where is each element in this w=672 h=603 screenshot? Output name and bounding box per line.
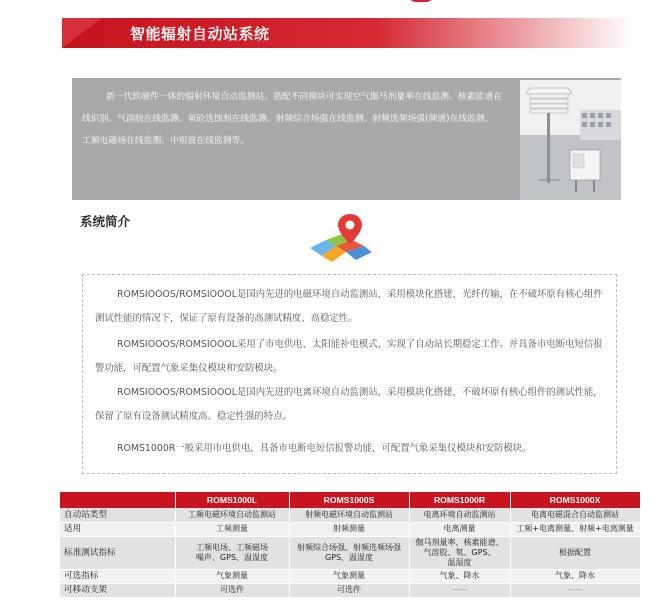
intro-panel (72, 78, 621, 200)
title-banner (62, 18, 634, 48)
table-cell: 根据配置 (510, 536, 640, 569)
overview-title: 系统简介 (80, 214, 131, 229)
table-row (60, 508, 640, 522)
overview-paragraph: ROMSIOOOS/ROMSIOOOL采用了市电供电、太阳能补电模式，实现了自动站长期稳定工作。并具备市电断电短信报警功能，可配置气象采集仪模块和安防模块。 (95, 339, 603, 374)
table-cell: 工频电场、工频磁场 噪声、GPS、温湿度 (175, 536, 289, 569)
intro-description: 新一代软硬件一体的辐射环境自动监测站。搭配不同模块可实现空气伽马剂量率在线监测、核素能谱在线识别、气溶胶在线监测、氡砼迭蚀刻在线监测、射频综合场强在线监测、射频选频场强(频谱)在线监测、工频电磁场在线监测、中短波在线监测等。 (82, 92, 502, 146)
table-header-cell: ROMS1000L (175, 492, 289, 508)
table-row (60, 583, 640, 597)
table-cell: 气象测量 (175, 569, 289, 583)
spec-table (60, 492, 641, 598)
table-cell: 气象、降水 (409, 569, 510, 583)
table-row (60, 569, 640, 583)
table-cell: 射频综合场强、射频选频场强 GPS、温湿度 (289, 536, 409, 569)
table-row (60, 536, 640, 569)
table-cell: 气象测量 (289, 569, 409, 583)
overview-box (82, 274, 617, 474)
table-cell: 可选件 (175, 583, 289, 597)
company-logo (400, 0, 672, 6)
table-cell: 伽马剂量率、核素能谱、 气溶胶、氡、GPS、 温湿度 (409, 536, 510, 569)
table-cell: 工频+电离测量、射频+电离测量 (510, 522, 640, 536)
row-label: 可移动支架 (60, 583, 175, 597)
map-pin-icon (306, 212, 376, 264)
table-cell: —— (510, 583, 640, 597)
monitoring-station-photo (520, 80, 621, 200)
table-header-cell: ROMS1000R (409, 492, 510, 508)
spec-table-wrapper (60, 492, 640, 598)
table-cell: 电离电磁混合自动监测站 (510, 508, 640, 522)
banner-accent-shape (62, 18, 102, 48)
table-cell: 射频电磁环境自动监测站 (289, 508, 409, 522)
overview-paragraph: ROMSIOOOS/ROMSIOOOL是国内先进的电磁环境自动监测站，采用模块化搭建，光纤传输，在不破坏原有核心组件测试性能的情况下，保证了原有设备的高测试精度、高稳定性。 (95, 289, 603, 324)
table-cell: 工频电磁环境自动监测站 (175, 508, 289, 522)
table-header-cell: ROMS1000X (510, 492, 640, 508)
table-cell: 电离测量 (409, 522, 510, 536)
row-label: 可选指标 (60, 569, 175, 583)
row-label: 标准测试指标 (60, 536, 175, 569)
table-cell: 气象、降水 (510, 569, 640, 583)
row-label: 自动站类型 (60, 508, 175, 522)
table-header-cell: ROMS1000S (289, 492, 409, 508)
overview-paragraph: ROMS1000R一般采用市电供电，具备市电断电短信报警功能，可配置气象采集仪模块和安防模块。 (117, 443, 532, 454)
table-cell: 电离环境自动监测站 (409, 508, 510, 522)
table-header-cell (60, 492, 175, 508)
table-cell: 射频测量 (289, 522, 409, 536)
logo-mark-icon (408, 0, 434, 2)
table-cell: 可选件 (289, 583, 409, 597)
table-cell: —— (409, 583, 510, 597)
overview-paragraph: ROMSIOOOS/ROMSIOOOL是国内先进的电离环境自动监测站，采用模块化搭建，不破坏原有核心组件的测试性能，保留了原有设备测试精度高、稳定性强的特点。 (95, 387, 603, 422)
table-cell: 工频测量 (175, 522, 289, 536)
table-header-row (60, 492, 640, 508)
table-row (60, 522, 640, 536)
page-title: 智能辐射自动站系统 (130, 25, 270, 43)
row-label: 适用 (60, 522, 175, 536)
